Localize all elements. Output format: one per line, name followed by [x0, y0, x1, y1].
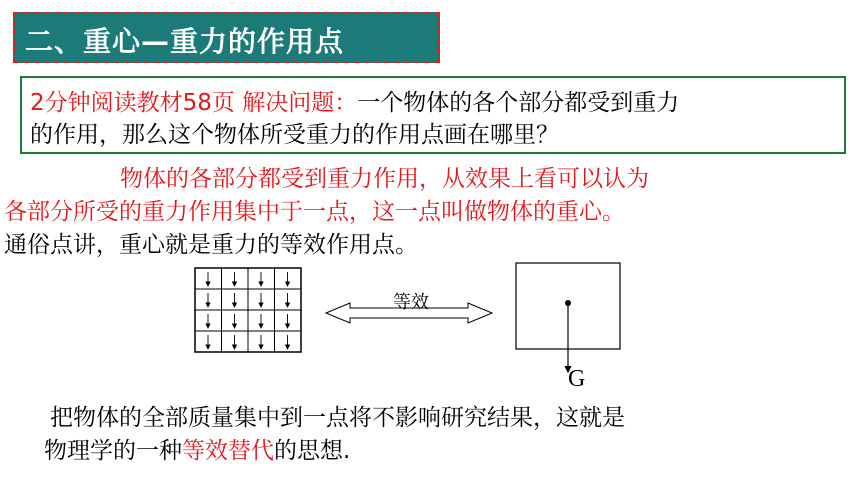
section-title: 二、重心—重力的作用点	[25, 25, 345, 58]
equivalence-label: 等效	[393, 292, 429, 313]
definition-line-2: 各部分所受的重力作用集中于一点，这一点叫做物体的重心。	[4, 199, 625, 225]
gravity-label: G	[568, 366, 586, 392]
conclusion-text-before: 物理学的一种	[44, 438, 182, 464]
question-text-1: 一个物体的各个部分都受到重力	[357, 90, 680, 116]
definition-line-1: 物体的各部分都受到重力作用，从效果上看可以认为	[120, 166, 649, 192]
question-line-2: 的作用，那么这个物体所受重力的作用点画在哪里？	[30, 122, 559, 148]
conclusion-line-1: 把物体的全部质量集中到一点将不影响研究结果，这就是	[50, 405, 625, 431]
conclusion-line-2	[44, 432, 350, 465]
plain-statement: 通俗点讲，重心就是重力的等效作用点。	[4, 232, 418, 258]
grid-object	[195, 268, 301, 352]
conclusion-text-after: 的思想.	[274, 438, 351, 464]
reading-task: 2分钟阅读教材58页 解决问题：	[30, 90, 358, 116]
equivalent-substitution-highlight: 等效替代	[182, 438, 274, 464]
